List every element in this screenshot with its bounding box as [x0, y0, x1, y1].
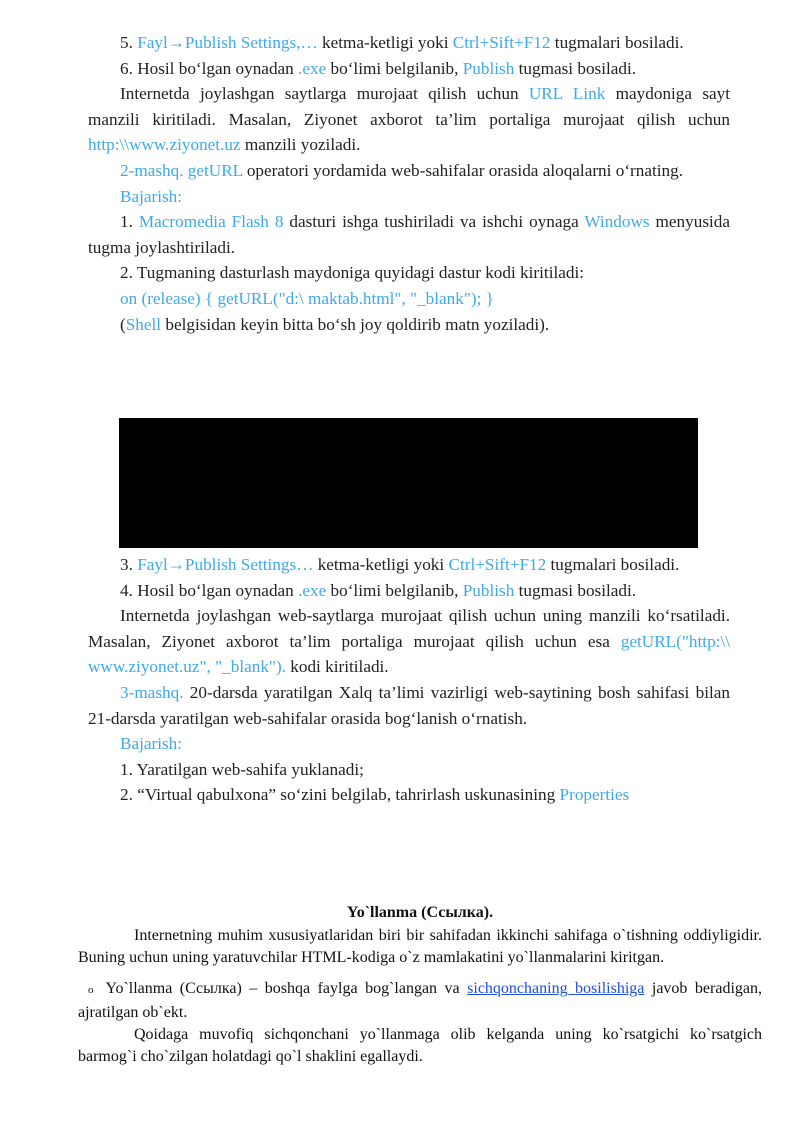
step-3: [88, 552, 730, 578]
shortcut-keys: Ctrl+Sift+F12: [448, 555, 547, 574]
step-4: [88, 578, 730, 604]
step-number: 5.: [120, 33, 138, 52]
paragraph-pointer: Qoidaga muvofiq sichqonchani yo`llanmaga olib kelganda uning ko`rsatgichi ko`rsatgich barmog`i cho`zilgan holatdagi qo`l shaklini egallaydi.: [78, 1025, 762, 1065]
bajarish-heading: Bajarish:: [120, 186, 183, 206]
menu-path: Fayl→Publish Settings,…: [137, 33, 318, 52]
exercise-label: 2-mashq. getURL: [120, 160, 243, 180]
text: menyusida tugma joylashtiriladi.: [88, 212, 731, 257]
text: tugmalari bosiladi.: [546, 555, 680, 574]
scanned-page-top: [88, 30, 730, 337]
text: kodi kiritiladi.: [285, 657, 389, 677]
text: bo‘limi belgilanib,: [326, 58, 463, 78]
text: javob beradigan, ajratilgan ob`ekt.: [78, 980, 762, 1022]
url-link-label: URL Link: [528, 84, 606, 104]
app-name: Macromedia Flash 8: [138, 212, 284, 232]
step-1: [88, 209, 730, 260]
section-title: Yo`llanma (Ссылка).: [346, 904, 494, 921]
text: 4. Hosil bo‘lgan oynadan: [120, 580, 299, 600]
text: operatori yordamida web-sahifalar orasida aloqalarni o‘rnating.: [242, 160, 684, 180]
exercise-label: 3-mashq.: [120, 682, 184, 702]
text: ketma-ketligi yoki: [317, 33, 453, 52]
windows-label: Windows: [584, 212, 650, 232]
menu-path: Fayl→Publish Settings…: [137, 555, 314, 574]
step-b1: 1. Yaratilgan web-sahifa yuklanadi;: [120, 759, 364, 779]
mouse-click-link[interactable]: sichqonchaning bosilishiga: [467, 980, 645, 998]
address-text: http:\\www.ziyonet.uz: [88, 135, 241, 155]
step-6: [88, 56, 730, 82]
step-5: [88, 30, 730, 56]
text: maydoniga sayt manzili kiritiladi. Masalan, Ziyonet axborot ta’lim portaliga murojaat qilish uchun: [88, 84, 731, 129]
text: Internetda joylashgan saytlarga murojaat qilish uchun: [120, 84, 529, 104]
text: Yo`llanma (Ссылка) – boshqa faylga bog`langan va: [105, 980, 468, 998]
bullet-item: [78, 978, 762, 1024]
exercise-2: [88, 158, 730, 184]
exe-label: .exe: [298, 580, 327, 600]
properties-label: Properties: [559, 785, 630, 805]
text: tugmalari bosiladi.: [550, 33, 684, 52]
code-line: on (release) { getURL("d:\ maktab.html", "_blank"); }: [120, 288, 494, 308]
exe-label: .exe: [298, 58, 327, 78]
step-number: 3.: [120, 555, 138, 574]
text: manzili yoziladi.: [240, 135, 361, 155]
exercise-3: [88, 680, 730, 731]
code-inline: getURL("http:\\ www.ziyonet.uz", "_blank").: [88, 631, 730, 677]
shell-label: Shell: [125, 314, 162, 334]
step-b2: [88, 782, 730, 808]
document-section: [78, 902, 762, 1068]
step-number: 1.: [120, 212, 139, 232]
text: tugmasi bosiladi.: [514, 580, 637, 600]
paragraph-intro: Internetning muhim xususiyatlaridan biri bir sahifadan ikkinchi sahifaga o`tishning oddiyligidir. Buning uchun uning yaratuvchilar HTML-kodiga o`z mamlakatini yo`llanmalarini kiritgan.: [78, 926, 762, 966]
publish-label: Publish: [462, 580, 515, 600]
shortcut-keys: Ctrl+Sift+F12: [452, 33, 551, 52]
step-2: 2. Tugmaning dasturlash maydoniga quyidagi dastur kodi kiritiladi:: [120, 263, 585, 283]
shell-note: [88, 312, 730, 338]
text: 2. “Virtual qabulxona” so‘zini belgilab, tahrirlash uskunasining: [120, 785, 560, 805]
text: 6. Hosil bo‘lgan oynadan: [120, 58, 299, 78]
paragraph-geturl: [88, 603, 730, 680]
text: ketma-ketligi yoki: [313, 555, 449, 574]
bullet-marker: o: [88, 984, 94, 997]
paragraph-url-link: [88, 81, 730, 158]
publish-label: Publish: [462, 58, 515, 78]
text: dasturi ishga tushiriladi va ishchi oynaga: [283, 212, 585, 232]
bajarish-heading: Bajarish:: [120, 734, 183, 754]
text: bo‘limi belgilanib,: [326, 580, 463, 600]
text: Internetda joylashgan web-saytlarga murojaat qilish uchun uning manzili ko‘rsatiladi. Masalan, Ziyonet axborot ta’lim portaliga murojaat qilish uchun esa: [88, 606, 730, 651]
text: belgisidan keyin bitta bo‘sh joy qoldirib matn yoziladi).: [161, 314, 550, 334]
text: tugmasi bosiladi.: [514, 58, 637, 78]
text: 20-darsda yaratilgan Xalq ta’limi vazirligi web-saytining bosh sahifasi bilan 21-darsda yaratilgan web-sahifalar orasida bog‘lanish o‘rnatish.: [88, 682, 730, 728]
scanned-page-bottom: [88, 552, 730, 808]
text: (: [120, 314, 126, 334]
redacted-image: [119, 418, 698, 548]
